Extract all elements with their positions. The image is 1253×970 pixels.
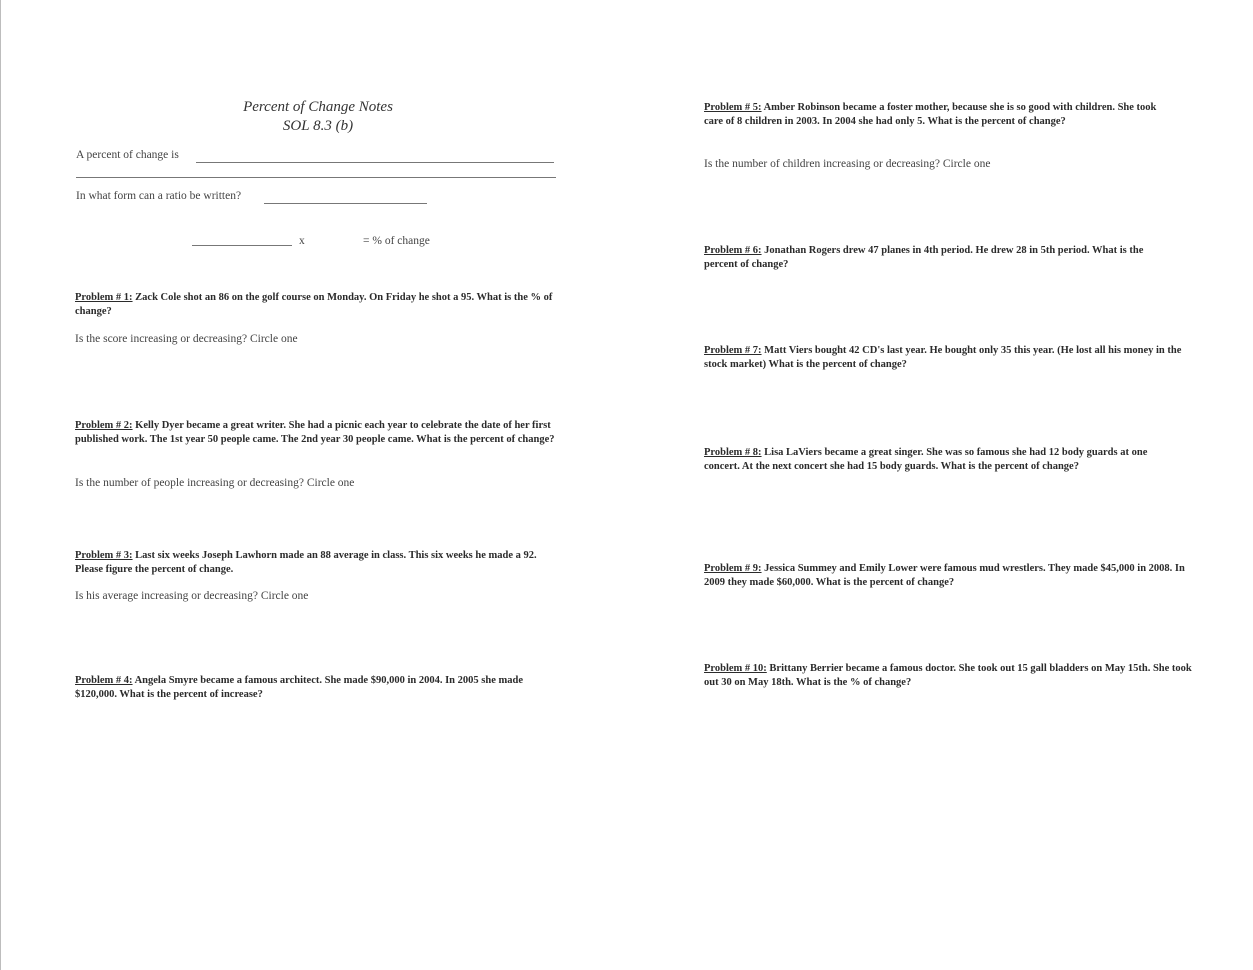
times-sign: x — [299, 235, 305, 247]
answer-line-3 — [264, 203, 427, 204]
answer-line-1 — [196, 162, 554, 163]
problem-text: Zack Cole shot an 86 on the golf course on Monday. On Friday he shot a 95. What is the % of change? — [75, 292, 553, 317]
problem-label: Problem # 5: — [704, 102, 762, 113]
problem-text: Brittany Berrier became a famous doctor. She took out 15 gall bladders on May 15th. She took out 30 on May 18th. What is the % of change? — [704, 663, 1192, 688]
problem-4 — [75, 674, 550, 702]
ratio-question: In what form can a ratio be written? — [76, 190, 242, 202]
problem-label: Problem # 1: — [75, 292, 133, 303]
problem-text: Kelly Dyer became a great writer. She had a picnic each year to celebrate the date of her first published work. The 1st year 50 people came. The 2nd year 30 people came. What is the percent of change? — [75, 420, 555, 445]
worksheet-subtitle: SOL 8.3 (b) — [282, 118, 354, 134]
problem-text: Jessica Summey and Emily Lower were famous mud wrestlers. They made $45,000 in 2008. In 2009 they made $60,000. What is the percent of change? — [704, 563, 1185, 588]
problem-text: Jonathan Rogers drew 47 planes in 4th period. He drew 28 in 5th period. What is the percent of change? — [704, 245, 1144, 270]
problem-label: Problem # 3: — [75, 550, 133, 561]
percent-of-change-formula: = % of change — [363, 235, 430, 247]
problem-1-question: Is the score increasing or decreasing? Circle one — [75, 333, 298, 345]
problem-label: Problem # 4: — [75, 675, 133, 686]
problem-2-question: Is the number of people increasing or decreasing? Circle one — [75, 477, 355, 489]
problem-8 — [704, 446, 1184, 474]
problem-label: Problem # 8: — [704, 447, 762, 458]
problem-3-question: Is his average increasing or decreasing? Circle one — [75, 590, 309, 602]
problem-label: Problem # 2: — [75, 420, 133, 431]
problem-2 — [75, 419, 555, 447]
answer-line-2 — [76, 177, 556, 178]
problem-6 — [704, 244, 1174, 272]
problem-1 — [75, 291, 555, 319]
percent-of-change-prompt: A percent of change is — [76, 149, 179, 161]
problem-7 — [704, 344, 1189, 372]
problem-label: Problem # 9: — [704, 563, 762, 574]
problem-text: Angela Smyre became a famous architect. She made $90,000 in 2004. In 2005 she made $120,000. What is the percent of increase? — [75, 675, 523, 700]
problem-3 — [75, 549, 560, 577]
problem-label: Problem # 7: — [704, 345, 762, 356]
numerator-line — [192, 245, 292, 246]
page-edge-line — [0, 0, 1, 970]
problem-text: Last six weeks Joseph Lawhorn made an 88 average in class. This six weeks he made a 92. Please figure the percent of change. — [75, 550, 537, 575]
problem-label: Problem # 6: — [704, 245, 762, 256]
problem-text: Matt Viers bought 42 CD's last year. He bought only 35 this year. (He lost all his money in the stock market) What is the percent of change? — [704, 345, 1182, 370]
problem-label: Problem # 10: — [704, 663, 767, 674]
problem-10 — [704, 662, 1194, 690]
problem-5 — [704, 101, 1164, 129]
problem-text: Amber Robinson became a foster mother, because she is so good with children. She took care of 8 children in 2003. In 2004 she had only 5. What is the percent of change? — [704, 102, 1157, 127]
problem-9 — [704, 562, 1189, 590]
worksheet-title: Percent of Change Notes — [243, 99, 393, 115]
problem-5-question: Is the number of children increasing or decreasing? Circle one — [704, 158, 991, 170]
problem-text: Lisa LaViers became a great singer. She was so famous she had 12 body guards at one concert. At the next concert she had 15 body guards. What is the percent of change? — [704, 447, 1148, 472]
